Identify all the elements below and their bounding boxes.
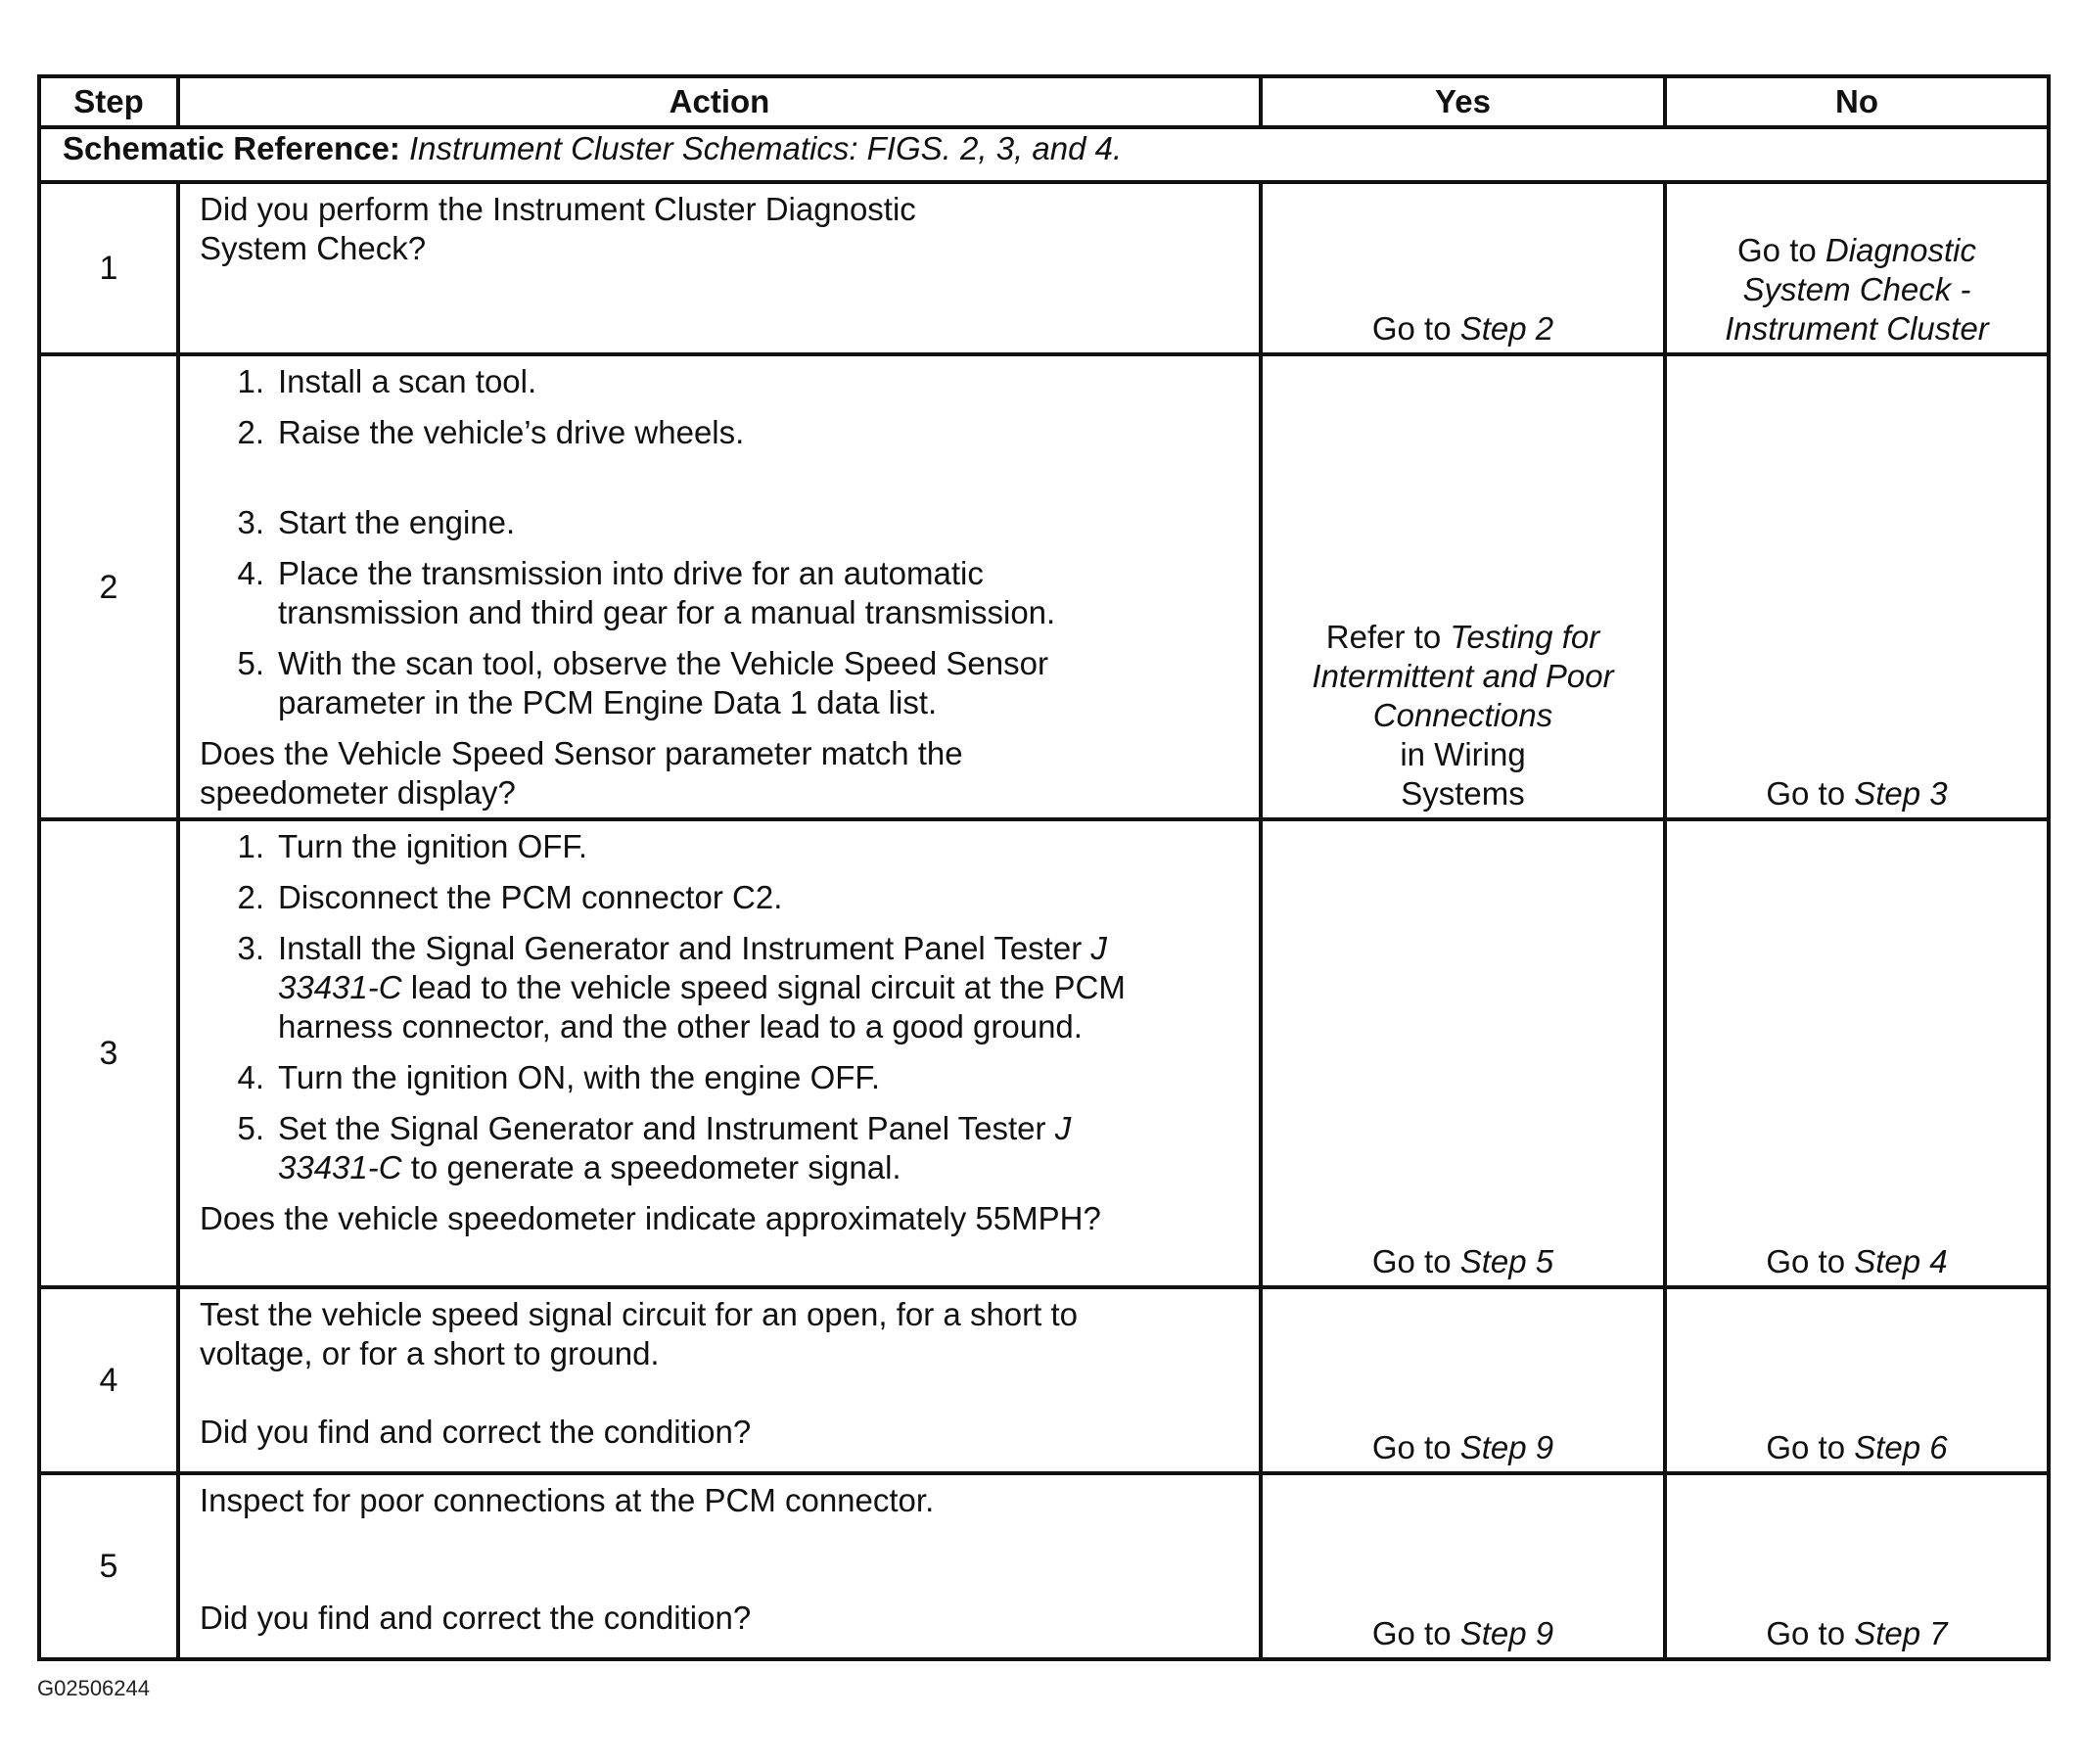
table-row — [39, 819, 2049, 1287]
list-item: 3. Install the Signal Generator and Instrument Panel Tester J 33431-C lead to the vehicle speed signal circuit at the PCM harness connector, and the other lead to a good ground. — [237, 930, 1126, 1044]
step-no — [1665, 354, 2049, 819]
yes-prefix: Go to — [1371, 1429, 1452, 1465]
header-step: Step — [39, 76, 178, 127]
step-items — [209, 362, 1249, 722]
table-row — [39, 1473, 2049, 1659]
step-no — [1665, 1473, 2049, 1659]
yes-prefix: Go to — [1371, 310, 1452, 347]
step-action — [178, 1473, 1261, 1659]
header-no: No — [1665, 76, 2049, 127]
no-prefix: Go to — [1766, 1429, 1846, 1465]
step-yes — [1261, 1287, 1665, 1473]
step-intro: Did you perform the Instrument Cluster Diagnostic System Check? — [200, 191, 916, 266]
tool-number: J 33431-C — [278, 930, 1107, 1005]
list-item: 4. Turn the ignition ON, with the engine OFF. — [237, 1059, 881, 1095]
schematic-reference-value: Instrument Cluster Schematics: FIGS. 2, 3, and 4. — [409, 130, 1123, 166]
header-row — [39, 76, 2049, 127]
step-no — [1665, 819, 2049, 1287]
step-question: Did you find and correct the condition? — [200, 1600, 752, 1636]
list-item: 2. Raise the vehicle’s drive wheels. — [237, 414, 745, 450]
yes-ref: Step 9 — [1459, 1429, 1554, 1465]
step-yes — [1261, 182, 1665, 354]
yes-suffix: in Wiring Systems — [1400, 736, 1526, 812]
no-ref: Step 6 — [1854, 1429, 1948, 1465]
yes-prefix: Go to — [1371, 1615, 1452, 1651]
figure-code: G02506244 — [37, 1676, 150, 1700]
schematic-reference-label: Schematic Reference: — [63, 130, 400, 166]
list-item: 3. Start the engine. — [237, 504, 516, 540]
list-item: 1. Turn the ignition OFF. — [237, 828, 588, 864]
step-yes — [1261, 354, 1665, 819]
no-ref: Diagnostic System Check - Instrument Cluster — [1725, 232, 1989, 347]
step-action — [178, 182, 1261, 354]
step-question: Did you find and correct the condition? — [200, 1414, 752, 1450]
step-no — [1665, 182, 2049, 354]
table-row — [39, 354, 2049, 819]
list-item: 4. Place the transmission into drive for an automatic transmission and third gear for a manual transmission. — [237, 555, 1056, 630]
header-yes: Yes — [1261, 76, 1665, 127]
table-row — [39, 182, 2049, 354]
no-ref: Step 4 — [1854, 1243, 1948, 1279]
no-prefix: Go to — [1766, 1243, 1846, 1279]
step-no — [1665, 1287, 2049, 1473]
step-action — [178, 1287, 1261, 1473]
list-item: 5. Set the Signal Generator and Instrument Panel Tester J 33431-C to generate a speedometer signal. — [237, 1110, 1072, 1185]
step-yes — [1261, 819, 1665, 1287]
list-item: 2. Disconnect the PCM connector C2. — [237, 879, 783, 915]
yes-ref: Step 2 — [1459, 310, 1554, 347]
yes-ref: Step 5 — [1459, 1243, 1554, 1279]
schematic-reference — [39, 127, 2049, 182]
step-number: 4 — [39, 1287, 178, 1473]
no-prefix: Go to — [1766, 1615, 1846, 1651]
step-question: Does the Vehicle Speed Sensor parameter match the speedometer display? — [200, 735, 963, 811]
step-items — [209, 827, 1249, 1187]
schematic-reference-row — [39, 127, 2049, 182]
header-action: Action — [178, 76, 1261, 127]
no-ref: Step 3 — [1854, 775, 1948, 812]
yes-ref: Testing for Intermittent and Poor Connections — [1312, 619, 1614, 733]
step-number: 3 — [39, 819, 178, 1287]
yes-prefix: Refer to — [1325, 619, 1442, 655]
step-intro: Test the vehicle speed signal circuit for an open, for a short to voltage, or for a short to ground. — [200, 1296, 1078, 1371]
step-number: 1 — [39, 182, 178, 354]
table-row — [39, 1287, 2049, 1473]
no-prefix: Go to — [1737, 232, 1817, 268]
list-item: 1. Install a scan tool. — [237, 363, 537, 399]
step-intro: Inspect for poor connections at the PCM connector. — [200, 1482, 935, 1518]
step-question: Does the vehicle speedometer indicate approximately 55MPH? — [200, 1200, 1101, 1236]
step-action — [178, 819, 1261, 1287]
step-number: 5 — [39, 1473, 178, 1659]
step-action — [178, 354, 1261, 819]
diagnostic-table — [37, 74, 2051, 1661]
step-number: 2 — [39, 354, 178, 819]
no-ref: Step 7 — [1854, 1615, 1948, 1651]
yes-prefix: Go to — [1371, 1243, 1452, 1279]
list-item: 5. With the scan tool, observe the Vehicle Speed Sensor parameter in the PCM Engine Data 1 data list. — [237, 645, 1048, 720]
yes-ref: Step 9 — [1459, 1615, 1554, 1651]
tool-number: J 33431-C — [278, 1110, 1072, 1185]
step-yes — [1261, 1473, 1665, 1659]
no-prefix: Go to — [1766, 775, 1846, 812]
